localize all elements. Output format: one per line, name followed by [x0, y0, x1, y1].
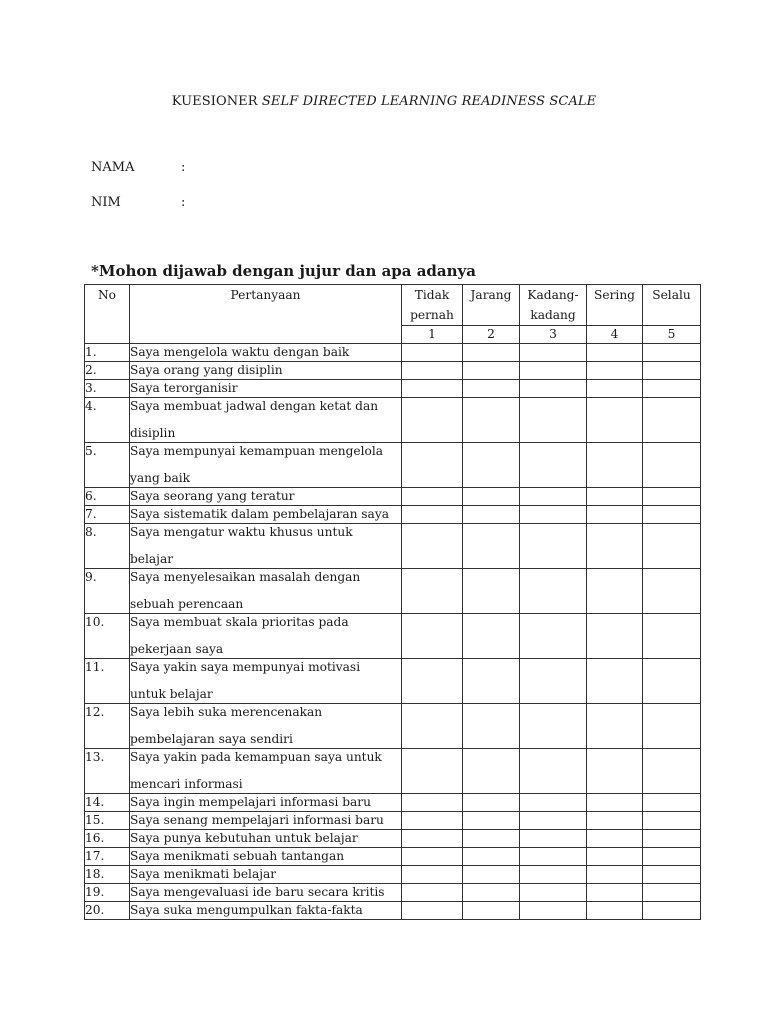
- answer-cell-3[interactable]: [520, 848, 587, 866]
- answer-cell-2[interactable]: [463, 398, 520, 443]
- answer-cell-5[interactable]: [643, 749, 701, 794]
- answer-cell-3[interactable]: [520, 866, 587, 884]
- answer-cell-2[interactable]: [463, 749, 520, 794]
- question-text: Saya mengevaluasi ide baru secara kritis: [130, 884, 402, 902]
- answer-cell-3[interactable]: [520, 398, 587, 443]
- answer-cell-1[interactable]: [402, 380, 463, 398]
- table-row: [85, 614, 701, 659]
- answer-cell-1[interactable]: [402, 506, 463, 524]
- nim-colon: :: [181, 195, 186, 210]
- answer-cell-2[interactable]: [463, 524, 520, 569]
- row-number: 6.: [85, 488, 130, 506]
- instruction-note: *Mohon dijawab dengan jujur dan apa adanya: [91, 262, 476, 280]
- answer-cell-3[interactable]: [520, 344, 587, 362]
- table-row: [85, 794, 701, 812]
- answer-cell-3[interactable]: [520, 794, 587, 812]
- answer-cell-2[interactable]: [463, 506, 520, 524]
- scale-value-2: 2: [463, 326, 520, 344]
- header-option-4: Sering: [587, 285, 643, 326]
- answer-cell-4[interactable]: [587, 812, 643, 830]
- answer-cell-4[interactable]: [587, 506, 643, 524]
- table-row: [85, 830, 701, 848]
- questionnaire-table: [84, 284, 701, 920]
- header-option-3: Kadang- kadang: [520, 285, 587, 326]
- answer-cell-2[interactable]: [463, 812, 520, 830]
- row-number: 12.: [85, 704, 130, 749]
- question-text: Saya mempunyai kemampuan mengelola yang baik: [130, 443, 402, 488]
- answer-cell-1[interactable]: [402, 362, 463, 380]
- question-text: Saya senang mempelajari informasi baru: [130, 812, 402, 830]
- answer-cell-2[interactable]: [463, 362, 520, 380]
- answer-cell-3[interactable]: [520, 443, 587, 488]
- question-text: Saya seorang yang teratur: [130, 488, 402, 506]
- scale-value-1: 1: [402, 326, 463, 344]
- table-row: [85, 704, 701, 749]
- row-number: 7.: [85, 506, 130, 524]
- answer-cell-4[interactable]: [587, 866, 643, 884]
- answer-cell-1[interactable]: [402, 866, 463, 884]
- answer-cell-4[interactable]: [587, 488, 643, 506]
- answer-cell-5[interactable]: [643, 884, 701, 902]
- answer-cell-1[interactable]: [402, 488, 463, 506]
- answer-cell-4[interactable]: [587, 704, 643, 749]
- answer-cell-3[interactable]: [520, 812, 587, 830]
- answer-cell-3[interactable]: [520, 902, 587, 920]
- question-text: Saya menyelesaikan masalah dengan sebuah perencaan: [130, 569, 402, 614]
- table-row: [85, 884, 701, 902]
- answer-cell-5[interactable]: [643, 704, 701, 749]
- question-text: Saya membuat jadwal dengan ketat dan disiplin: [130, 398, 402, 443]
- answer-cell-1[interactable]: [402, 704, 463, 749]
- answer-cell-3[interactable]: [520, 614, 587, 659]
- header-no: No: [85, 285, 130, 344]
- question-text: Saya punya kebutuhan untuk belajar: [130, 830, 402, 848]
- question-text: Saya ingin mempelajari informasi baru: [130, 794, 402, 812]
- header-question: Pertanyaan: [130, 285, 402, 344]
- answer-cell-2[interactable]: [463, 704, 520, 749]
- answer-cell-1[interactable]: [402, 749, 463, 794]
- answer-cell-4[interactable]: [587, 830, 643, 848]
- answer-cell-5[interactable]: [643, 569, 701, 614]
- scale-value-5: 5: [643, 326, 701, 344]
- table-row: [85, 380, 701, 398]
- answer-cell-5[interactable]: [643, 398, 701, 443]
- answer-cell-4[interactable]: [587, 344, 643, 362]
- question-text: Saya sistematik dalam pembelajaran saya: [130, 506, 402, 524]
- answer-cell-3[interactable]: [520, 524, 587, 569]
- answer-cell-5[interactable]: [643, 614, 701, 659]
- answer-cell-3[interactable]: [520, 704, 587, 749]
- answer-cell-5[interactable]: [643, 488, 701, 506]
- row-number: 17.: [85, 848, 130, 866]
- answer-cell-1[interactable]: [402, 848, 463, 866]
- answer-cell-5[interactable]: [643, 659, 701, 704]
- answer-cell-4[interactable]: [587, 749, 643, 794]
- answer-cell-1[interactable]: [402, 884, 463, 902]
- answer-cell-4[interactable]: [587, 398, 643, 443]
- question-text: Saya yakin pada kemampuan saya untuk mencari informasi: [130, 749, 402, 794]
- question-text: Saya yakin saya mempunyai motivasi untuk belajar: [130, 659, 402, 704]
- table-row: [85, 902, 701, 920]
- row-number: 10.: [85, 614, 130, 659]
- name-field: [91, 160, 185, 175]
- answer-cell-3[interactable]: [520, 362, 587, 380]
- answer-cell-5[interactable]: [643, 524, 701, 569]
- table-row: [85, 812, 701, 830]
- question-text: Saya mengelola waktu dengan baik: [130, 344, 402, 362]
- question-text: Saya membuat skala prioritas pada pekerjaan saya: [130, 614, 402, 659]
- answer-cell-4[interactable]: [587, 524, 643, 569]
- answer-cell-1[interactable]: [402, 902, 463, 920]
- answer-cell-1[interactable]: [402, 344, 463, 362]
- question-text: Saya menikmati belajar: [130, 866, 402, 884]
- row-number: 20.: [85, 902, 130, 920]
- row-number: 19.: [85, 884, 130, 902]
- question-text: Saya orang yang disiplin: [130, 362, 402, 380]
- answer-cell-1[interactable]: [402, 443, 463, 488]
- answer-cell-2[interactable]: [463, 443, 520, 488]
- table-row: [85, 443, 701, 488]
- answer-cell-4[interactable]: [587, 614, 643, 659]
- answer-cell-5[interactable]: [643, 794, 701, 812]
- table-row: [85, 866, 701, 884]
- answer-cell-5[interactable]: [643, 902, 701, 920]
- table-row: [85, 506, 701, 524]
- document-title: [0, 94, 768, 109]
- row-number: 4.: [85, 398, 130, 443]
- row-number: 1.: [85, 344, 130, 362]
- answer-cell-2[interactable]: [463, 830, 520, 848]
- answer-cell-5[interactable]: [643, 866, 701, 884]
- answer-cell-2[interactable]: [463, 659, 520, 704]
- answer-cell-2[interactable]: [463, 380, 520, 398]
- header-option-1: Tidak pernah: [402, 285, 463, 326]
- row-number: 16.: [85, 830, 130, 848]
- answer-cell-2[interactable]: [463, 884, 520, 902]
- answer-cell-4[interactable]: [587, 884, 643, 902]
- row-number: 13.: [85, 749, 130, 794]
- title-italic: SELF DIRECTED LEARNING READINESS SCALE: [261, 94, 597, 109]
- table-row: [85, 569, 701, 614]
- answer-cell-5[interactable]: [643, 344, 701, 362]
- answer-cell-4[interactable]: [587, 380, 643, 398]
- name-colon: :: [181, 160, 186, 175]
- answer-cell-1[interactable]: [402, 398, 463, 443]
- table-row: [85, 488, 701, 506]
- row-number: 11.: [85, 659, 130, 704]
- answer-cell-4[interactable]: [587, 659, 643, 704]
- nim-field: [91, 195, 185, 210]
- answer-cell-2[interactable]: [463, 866, 520, 884]
- table-row: [85, 848, 701, 866]
- scale-value-3: 3: [520, 326, 587, 344]
- answer-cell-1[interactable]: [402, 812, 463, 830]
- header-option-2: Jarang: [463, 285, 520, 326]
- answer-cell-4[interactable]: [587, 362, 643, 380]
- answer-cell-1[interactable]: [402, 614, 463, 659]
- answer-cell-5[interactable]: [643, 443, 701, 488]
- answer-cell-4[interactable]: [587, 902, 643, 920]
- nim-label: NIM: [91, 195, 121, 210]
- question-text: Saya menikmati sebuah tantangan: [130, 848, 402, 866]
- answer-cell-3[interactable]: [520, 884, 587, 902]
- answer-cell-4[interactable]: [587, 443, 643, 488]
- answer-cell-1[interactable]: [402, 524, 463, 569]
- answer-cell-4[interactable]: [587, 794, 643, 812]
- answer-cell-1[interactable]: [402, 659, 463, 704]
- answer-cell-3[interactable]: [520, 569, 587, 614]
- answer-cell-2[interactable]: [463, 848, 520, 866]
- answer-cell-5[interactable]: [643, 848, 701, 866]
- answer-cell-1[interactable]: [402, 794, 463, 812]
- answer-cell-5[interactable]: [643, 812, 701, 830]
- answer-cell-3[interactable]: [520, 830, 587, 848]
- row-number: 3.: [85, 380, 130, 398]
- answer-cell-5[interactable]: [643, 362, 701, 380]
- title-prefix: KUESIONER: [171, 94, 262, 109]
- row-number: 14.: [85, 794, 130, 812]
- answer-cell-2[interactable]: [463, 569, 520, 614]
- answer-cell-2[interactable]: [463, 488, 520, 506]
- table-row: [85, 398, 701, 443]
- row-number: 18.: [85, 866, 130, 884]
- answer-cell-4[interactable]: [587, 848, 643, 866]
- table-row: [85, 344, 701, 362]
- answer-cell-2[interactable]: [463, 344, 520, 362]
- answer-cell-4[interactable]: [587, 569, 643, 614]
- answer-cell-2[interactable]: [463, 902, 520, 920]
- row-number: 9.: [85, 569, 130, 614]
- table-row: [85, 362, 701, 380]
- answer-cell-1[interactable]: [402, 569, 463, 614]
- row-number: 15.: [85, 812, 130, 830]
- name-label: NAMA: [91, 160, 135, 175]
- answer-cell-3[interactable]: [520, 488, 587, 506]
- answer-cell-1[interactable]: [402, 830, 463, 848]
- row-number: 8.: [85, 524, 130, 569]
- answer-cell-3[interactable]: [520, 506, 587, 524]
- answer-cell-2[interactable]: [463, 614, 520, 659]
- row-number: 2.: [85, 362, 130, 380]
- answer-cell-5[interactable]: [643, 830, 701, 848]
- answer-cell-3[interactable]: [520, 749, 587, 794]
- question-text: Saya lebih suka merencenakan pembelajaran saya sendiri: [130, 704, 402, 749]
- question-text: Saya mengatur waktu khusus untuk belajar: [130, 524, 402, 569]
- header-option-5: Selalu: [643, 285, 701, 326]
- table-row: [85, 749, 701, 794]
- questions-body: [85, 344, 701, 920]
- table-row: [85, 524, 701, 569]
- answer-cell-5[interactable]: [643, 380, 701, 398]
- table-row: [85, 659, 701, 704]
- row-number: 5.: [85, 443, 130, 488]
- answer-cell-2[interactable]: [463, 794, 520, 812]
- answer-cell-3[interactable]: [520, 659, 587, 704]
- scale-value-4: 4: [587, 326, 643, 344]
- question-text: Saya terorganisir: [130, 380, 402, 398]
- answer-cell-5[interactable]: [643, 506, 701, 524]
- answer-cell-3[interactable]: [520, 380, 587, 398]
- question-text: Saya suka mengumpulkan fakta-fakta: [130, 902, 402, 920]
